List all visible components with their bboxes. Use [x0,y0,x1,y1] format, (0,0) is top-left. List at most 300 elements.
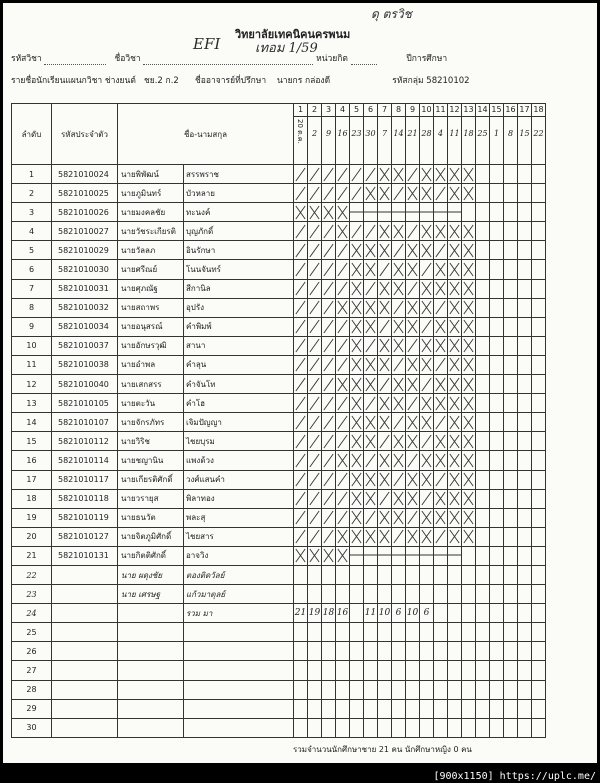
row-number: 5 [12,241,52,260]
attendance-cell [392,222,406,241]
week-header-1 [294,104,308,165]
student-id: 5821010025 [52,184,118,203]
table-row [12,451,546,470]
footer-summary: รวมจำนวนนักศึกษาชาย 21 คน นักศึกษาหญิง 0 คน [293,745,472,754]
attendance-cell [392,508,406,527]
attendance-cell [490,565,504,584]
attendance-cell [364,317,378,336]
student-last-name: สรรพราช [184,165,294,184]
attendance-cell [462,470,476,489]
attendance-cell [322,184,336,203]
attendance-cell [378,165,392,184]
attendance-cell [392,298,406,317]
attendance-cell [434,546,448,565]
attendance-cell [294,203,308,222]
attendance-cell [392,642,406,661]
attendance-cell [364,546,378,565]
attendance-cell [476,680,490,699]
attendance-cell [420,661,434,680]
attendance-cell [434,184,448,203]
table-row [12,165,546,184]
attendance-cell [434,432,448,451]
attendance-cell [532,661,546,680]
attendance-cell [406,203,420,222]
attendance-cell [336,470,350,489]
week-number: 6 [364,104,377,117]
attendance-cell [378,375,392,394]
attendance-cell [462,241,476,260]
attendance-cell [532,642,546,661]
attendance-cell [518,470,532,489]
attendance-cell [518,565,532,584]
attendance-cell [420,184,434,203]
attendance-cell [308,279,322,298]
attendance-cell [490,279,504,298]
attendance-cell [350,413,364,432]
attendance-cell [532,432,546,451]
attendance-cell [364,394,378,413]
attendance-cell [476,661,490,680]
attendance-cell [476,336,490,355]
row-number: 8 [12,298,52,317]
student-id: 5821010114 [52,451,118,470]
attendance-cell [364,336,378,355]
attendance-cell [420,279,434,298]
attendance-cell [532,165,546,184]
attendance-cell [462,222,476,241]
attendance-cell [322,680,336,699]
attendance-cell [322,413,336,432]
student-last-name: ไชยบุรม [184,432,294,451]
attendance-cell [448,489,462,508]
student-last-name: วงศ์แสนคำ [184,470,294,489]
attendance-cell [336,585,350,604]
attendance-cell [406,470,420,489]
attendance-cell [308,527,322,546]
attendance-cell [448,508,462,527]
attendance-cell [448,279,462,298]
attendance-cell [350,642,364,661]
student-last-name: พิลาทอง [184,489,294,508]
attendance-cell [392,718,406,737]
attendance-cell [294,470,308,489]
week-number: 18 [532,104,545,117]
attendance-cell [308,298,322,317]
attendance-cell [476,546,490,565]
student-first-name [118,661,184,680]
attendance-cell [532,394,546,413]
attendance-cell [406,451,420,470]
table-row [12,470,546,489]
course-name-label: ชื่อวิชา [114,54,141,64]
table-row [12,317,546,336]
attendance-cell [322,565,336,584]
row-number: 11 [12,355,52,374]
attendance-cell [378,508,392,527]
attendance-cell [462,661,476,680]
attendance-cell [462,680,476,699]
attendance-cell [392,585,406,604]
student-last-name: บุญภักดิ์ [184,222,294,241]
table-row [12,394,546,413]
attendance-cell [462,623,476,642]
attendance-cell [336,394,350,413]
attendance-cell [518,165,532,184]
attendance-cell [350,565,364,584]
attendance-cell [378,203,392,222]
attendance-cell [490,546,504,565]
table-row [12,489,546,508]
week-date: 1 [493,129,500,138]
attendance-cell [504,165,518,184]
attendance-cell [518,375,532,394]
attendance-cell [336,413,350,432]
week-date: 25 [477,129,488,138]
student-first-name: นายมงคลชัย [118,203,184,222]
attendance-cell [392,355,406,374]
attendance-cell [364,489,378,508]
attendance-cell [364,298,378,317]
credit-label: หน่วยกิต [316,54,348,64]
student-id [52,585,118,604]
table-row [12,642,546,661]
attendance-cell [322,718,336,737]
attendance-cell [504,565,518,584]
week-date: 28 [421,129,432,138]
attendance-cell [392,527,406,546]
attendance-cell [504,298,518,317]
row-number: 18 [12,489,52,508]
attendance-cell [504,699,518,718]
attendance-cell [392,241,406,260]
attendance-cell [518,680,532,699]
student-last-name: คำจันโท [184,375,294,394]
row-number: 6 [12,260,52,279]
attendance-cell [476,508,490,527]
attendance-cell [490,355,504,374]
attendance-cell [434,642,448,661]
row-number: 2 [12,184,52,203]
attendance-cell [518,642,532,661]
student-id: 5821010024 [52,165,118,184]
attendance-cell [434,699,448,718]
attendance-cell [392,260,406,279]
attendance-cell [476,222,490,241]
attendance-cell [350,718,364,737]
attendance-cell [378,222,392,241]
week-header-16 [504,104,518,165]
attendance-cell [434,375,448,394]
attendance-cell [462,298,476,317]
attendance-cell [434,489,448,508]
attendance-cell [406,241,420,260]
attendance-cell [448,680,462,699]
student-id: 5821010038 [52,355,118,374]
attendance-cell [462,585,476,604]
student-last-name [184,680,294,699]
row-number: 4 [12,222,52,241]
attendance-cell [364,642,378,661]
week-number: 14 [476,104,489,117]
attendance-cell [420,546,434,565]
attendance-cell [448,394,462,413]
attendance-cell: 21 [294,604,308,623]
attendance-cell [406,413,420,432]
attendance-cell [532,604,546,623]
attendance-cell [322,317,336,336]
attendance-cell [448,585,462,604]
row-number: 28 [12,680,52,699]
attendance-cell [476,604,490,623]
attendance-cell [532,260,546,279]
attendance-cell [448,470,462,489]
attendance-cell [350,222,364,241]
attendance-cell [294,699,308,718]
attendance-cell [350,585,364,604]
attendance-cell [294,585,308,604]
attendance-cell [364,184,378,203]
attendance-cell [476,432,490,451]
attendance-cell [378,413,392,432]
student-last-name: อุปรัง [184,298,294,317]
attendance-cell [350,546,364,565]
week-header-8 [392,104,406,165]
attendance-cell [364,661,378,680]
attendance-cell [462,432,476,451]
student-id: 5821010119 [52,508,118,527]
attendance-cell [336,184,350,203]
attendance-cell [406,508,420,527]
week-number: 13 [462,104,475,117]
attendance-cell [322,260,336,279]
student-first-name: นายอำพล [118,355,184,374]
attendance-cell: 19 [308,604,322,623]
student-first-name: นายสถาพร [118,298,184,317]
attendance-cell [448,432,462,451]
attendance-cell [434,508,448,527]
attendance-cell [294,451,308,470]
attendance-cell [406,546,420,565]
table-row [12,680,546,699]
attendance-cell [476,298,490,317]
student-last-name: พละสุ [184,508,294,527]
attendance-cell [490,642,504,661]
attendance-cell [476,279,490,298]
attendance-cell [364,241,378,260]
attendance-cell [420,585,434,604]
row-number: 9 [12,317,52,336]
student-first-name: นายวัชระเกียรติ [118,222,184,241]
attendance-cell [532,565,546,584]
attendance-cell [350,279,364,298]
attendance-cell [350,604,364,623]
table-row [12,585,546,604]
attendance-cell [518,489,532,508]
attendance-cell [476,489,490,508]
attendance-cell [336,642,350,661]
attendance-cell [336,489,350,508]
attendance-cell [490,394,504,413]
attendance-cell [504,203,518,222]
attendance-cell [406,298,420,317]
attendance-cell [378,355,392,374]
class-name: ชย.2 ก.2 [143,76,179,86]
attendance-cell [420,565,434,584]
watermark: [900x1150] https://uplc.me/ [433,771,596,782]
attendance-cell [378,317,392,336]
week-header-11 [434,104,448,165]
attendance-cell [504,718,518,737]
attendance-cell [462,642,476,661]
attendance-cell [420,489,434,508]
attendance-cell [476,355,490,374]
week-date: 15 [519,129,530,138]
attendance-cell [392,680,406,699]
attendance-cell [490,661,504,680]
attendance-cell [322,642,336,661]
attendance-cell [308,623,322,642]
attendance-cell [364,527,378,546]
attendance-cell [490,527,504,546]
student-id [52,661,118,680]
attendance-cell [350,355,364,374]
student-last-name: บัวหลาย [184,184,294,203]
student-first-name: นายวิริช [118,432,184,451]
week-header-13 [462,104,476,165]
student-first-name [118,642,184,661]
student-first-name: นายวัลลภ [118,241,184,260]
student-first-name: นายเกียรติศักดิ์ [118,470,184,489]
attendance-cell [504,680,518,699]
attendance-cell [322,699,336,718]
attendance-cell [350,432,364,451]
attendance-cell [448,699,462,718]
attendance-cell [532,298,546,317]
attendance-cell [294,394,308,413]
attendance-cell [294,260,308,279]
course-name-handwritten: EFI [193,35,221,53]
attendance-cell [350,165,364,184]
attendance-cell [518,546,532,565]
student-id [52,699,118,718]
attendance-cell [308,565,322,584]
attendance-cell [336,241,350,260]
attendance-cell [434,222,448,241]
attendance-cell [322,203,336,222]
attendance-cell [392,565,406,584]
attendance-cell [294,565,308,584]
student-id: 5821010034 [52,317,118,336]
student-last-name: โนนจันทร์ [184,260,294,279]
table-row [12,718,546,737]
attendance-cell [518,279,532,298]
week-date: 21 [407,129,418,138]
week-date: 16 [337,129,348,138]
attendance-cell [490,718,504,737]
attendance-cell [490,222,504,241]
attendance-cell [336,203,350,222]
student-first-name: นายภูมินทร์ [118,184,184,203]
attendance-cell [294,718,308,737]
attendance-cell [392,661,406,680]
student-last-name: สีกานิล [184,279,294,298]
attendance-cell [420,508,434,527]
attendance-cell [476,718,490,737]
student-last-name [184,642,294,661]
attendance-cell [504,604,518,623]
attendance-cell [518,184,532,203]
attendance-cell [532,184,546,203]
attendance-cell [490,336,504,355]
attendance-cell [406,165,420,184]
attendance-cell [364,451,378,470]
week-header-7 [378,104,392,165]
student-last-name: รวม มา [184,604,294,623]
week-header-4 [336,104,350,165]
attendance-cell [364,355,378,374]
week-header-2 [308,104,322,165]
attendance-cell [308,222,322,241]
attendance-cell [364,585,378,604]
attendance-cell [434,203,448,222]
attendance-cell [322,241,336,260]
row-number: 29 [12,699,52,718]
attendance-cell [308,413,322,432]
attendance-cell [308,489,322,508]
student-first-name: นายตะวัน [118,394,184,413]
attendance-cell [448,336,462,355]
attendance-cell [504,489,518,508]
attendance-cell [504,355,518,374]
attendance-cell [434,317,448,336]
attendance-cell [532,451,546,470]
attendance-cell [420,203,434,222]
attendance-cell [294,642,308,661]
attendance-cell [532,546,546,565]
attendance-cell [308,375,322,394]
attendance-cell [504,451,518,470]
week-date: 2 [311,129,318,138]
attendance-cell [406,661,420,680]
attendance-cell [504,432,518,451]
row-number: 27 [12,661,52,680]
attendance-cell [448,604,462,623]
attendance-cell [294,623,308,642]
row-number: 14 [12,413,52,432]
attendance-cell [364,508,378,527]
week-header-18 [532,104,546,165]
attendance-cell [448,317,462,336]
header-id: รหัสประจำตัว [52,104,118,165]
list-label: รายชื่อนักเรียนแผนกวิชา [11,76,103,86]
attendance-cell [336,375,350,394]
student-id [52,718,118,737]
attendance-cell [420,432,434,451]
attendance-cell [420,394,434,413]
student-id [52,623,118,642]
attendance-cell [434,413,448,432]
table-row [12,241,546,260]
attendance-cell [364,203,378,222]
student-last-name: ทะนงค์ [184,203,294,222]
student-first-name: นาย ผดุงชัย [118,565,184,584]
attendance-cell [336,718,350,737]
attendance-cell [308,241,322,260]
week-number: 1 [294,104,307,117]
attendance-cell [350,661,364,680]
attendance-cell [504,661,518,680]
student-id: 5821010105 [52,394,118,413]
